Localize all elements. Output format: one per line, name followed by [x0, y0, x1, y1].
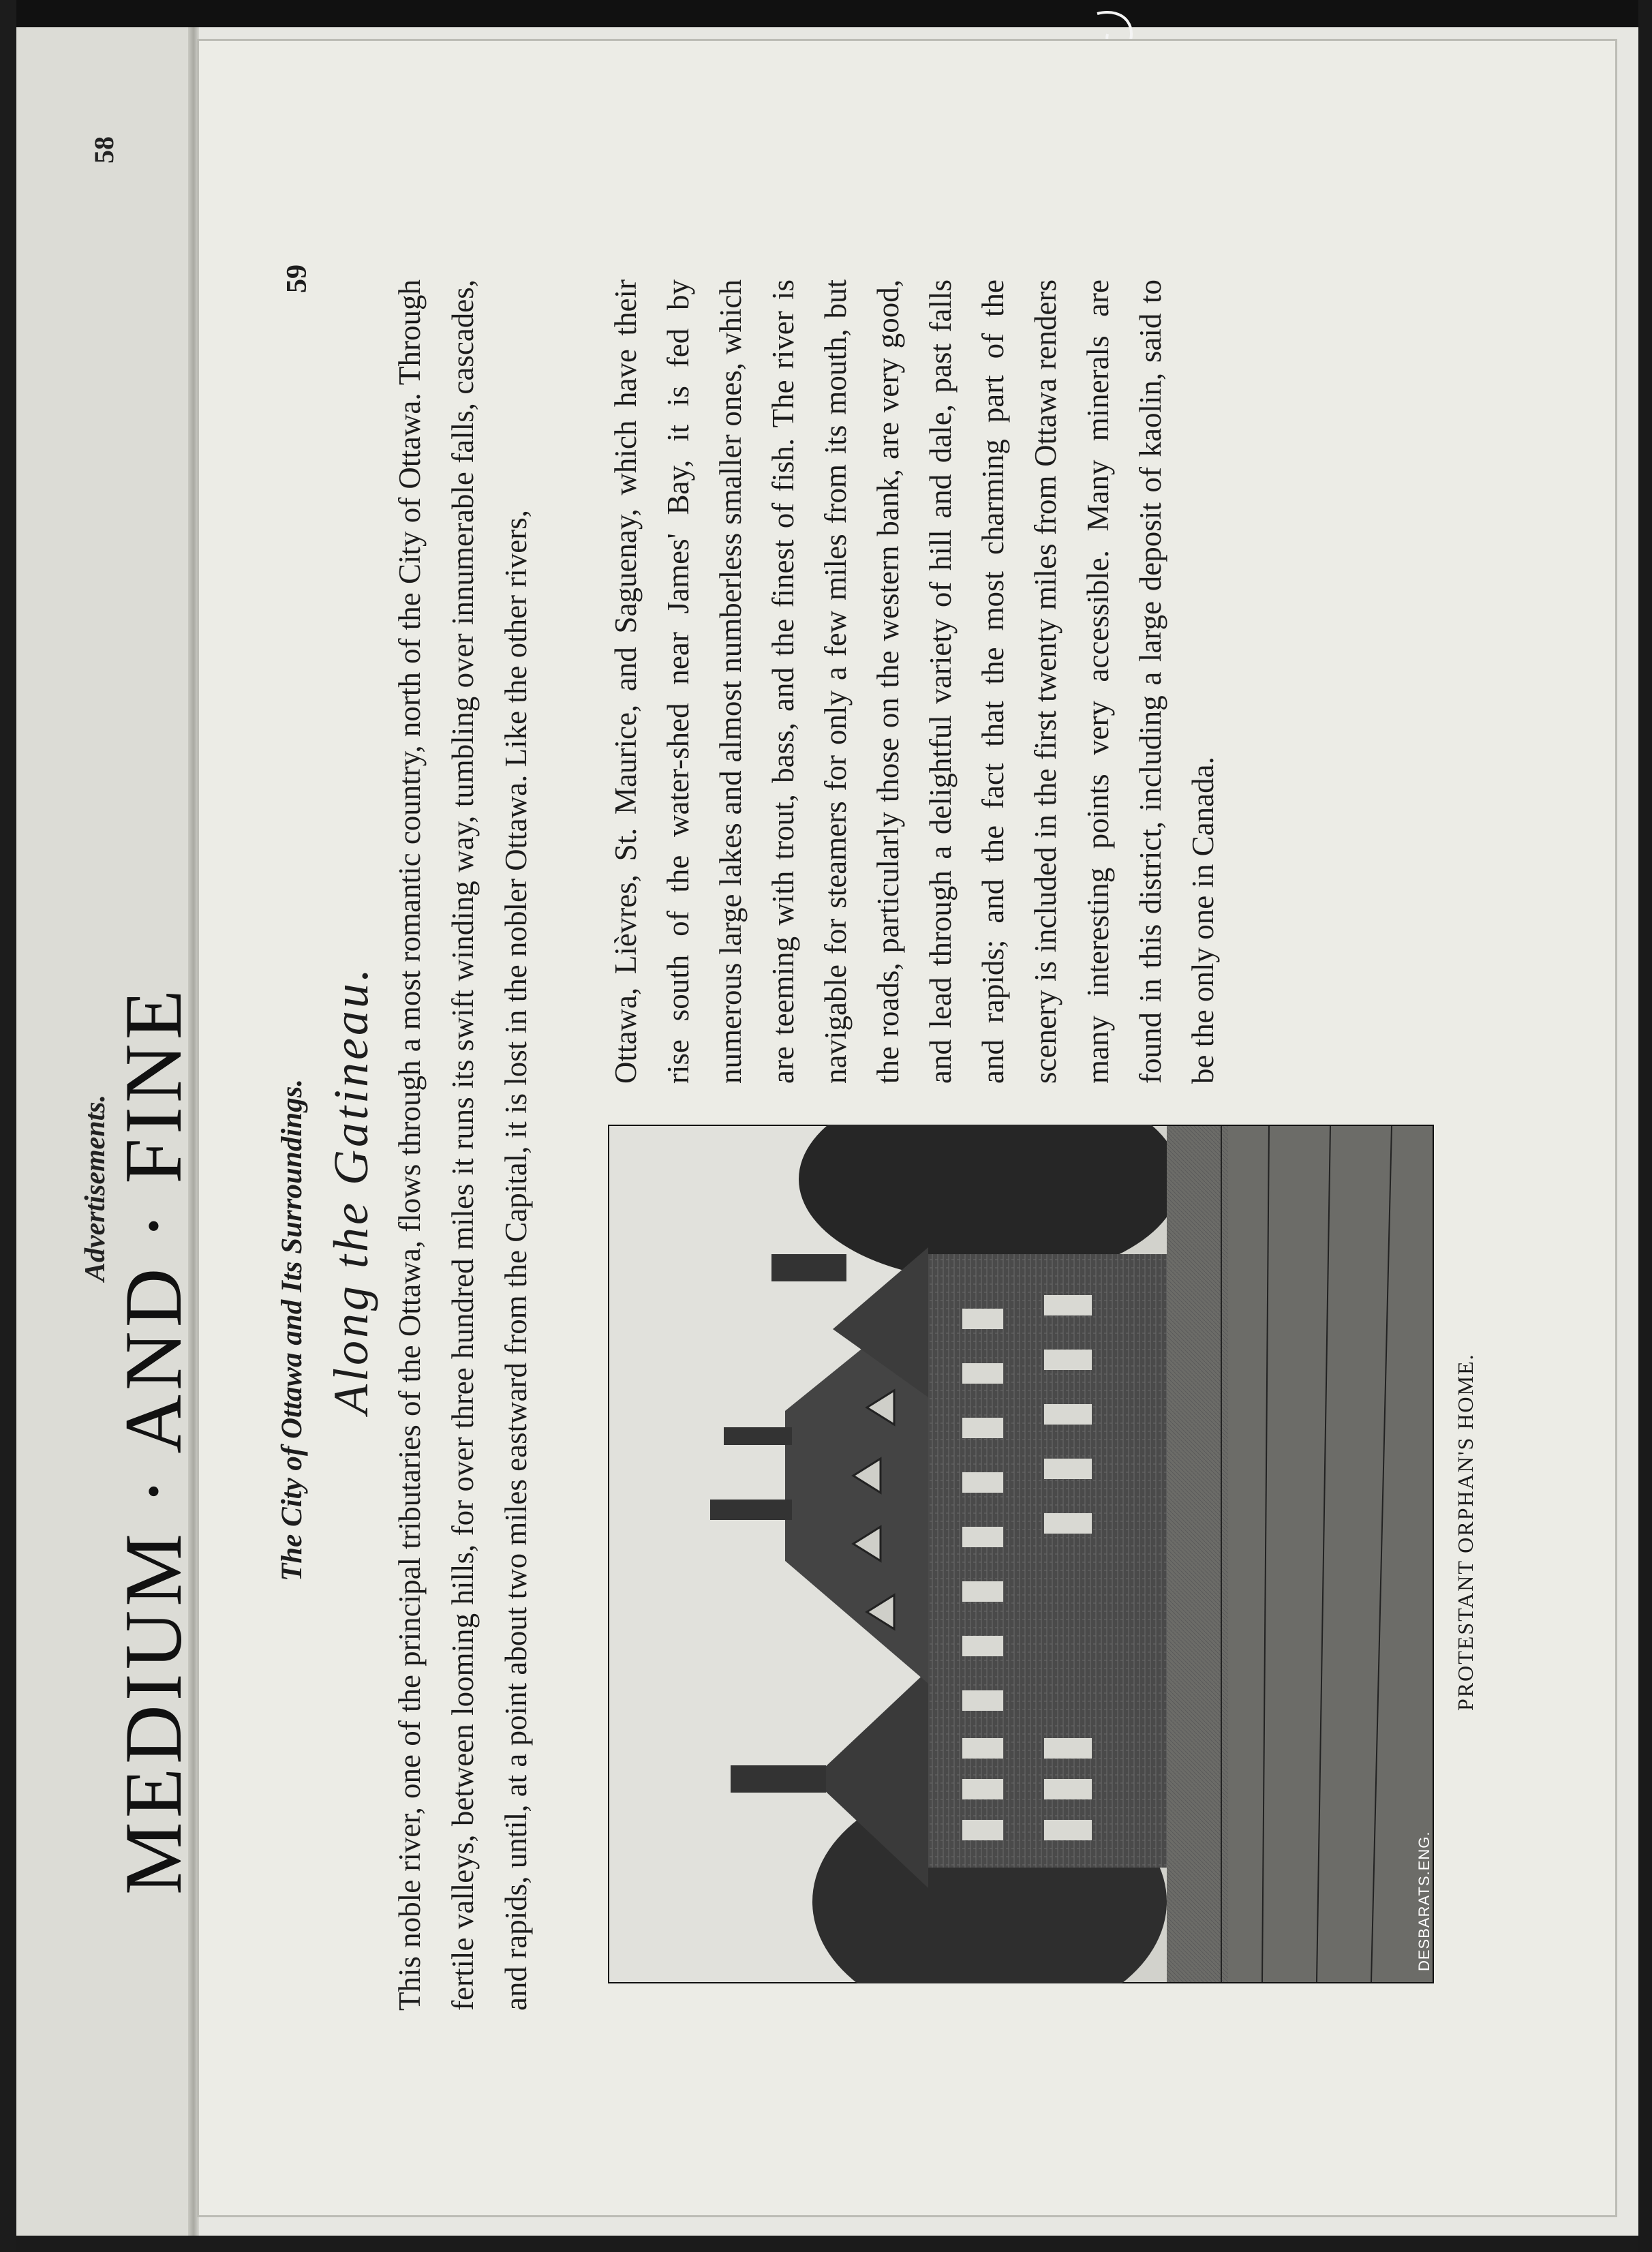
building-engraving [608, 1125, 1434, 1983]
paragraph-intro: This noble river, one of the principal tributaries of the Ottawa, flows through a most romantic country, north of the City of Ottawa. Through fertile valleys, between looming hills, for over three hundred miles it runs its swift winding way, tumbling over innumerable falls, cascades, and rapids, until, at a point about two miles eastward from the Capital, it is lost in the nobler Ottawa. Like the other rivers, [393, 279, 533, 2011]
engraver-credit: DESBARATS.ENG. [1416, 1831, 1433, 1971]
orphan-home-photo [608, 1125, 1434, 1983]
advertisement-page-content [16, 27, 198, 2236]
ad-page-number: 58 [89, 136, 119, 164]
page-number: 59 [281, 264, 313, 293]
section-heading: Along the Gatineau. [324, 966, 378, 1414]
scan-bottom-edge [0, 2236, 1652, 2252]
page-content [199, 41, 1615, 2215]
scan-top-edge [0, 0, 1652, 27]
photo-caption: PROTESTANT ORPHAN'S HOME. [1453, 1353, 1478, 1711]
running-head: The City of Ottawa and Its Surroundings. [276, 1078, 308, 1581]
scan-left-edge [0, 0, 16, 2252]
ad-banner-text: MEDIUM · AND · FINE [108, 986, 198, 1895]
scan-right-edge [1638, 0, 1652, 2252]
paragraph-continued: Ottawa, Lièvres, St. Maurice, and Saguenay, which have their rise south of the water-shed near James' Bay, it is fed by numerous large lakes and almost numberless smaller ones, which are teeming with trout, bass, and the finest of fish. The river is navigable for steamers for only a few miles from its mouth, but the roads, particularly those on the western bank, are very good, and lead through a delightful variety of hill and dale, past falls and rapids; and the fact that the most charming part of the scenery is included in the first twenty miles from Ottawa renders many interesting points very accessible. Many minerals are found in this district, including a large deposit of kaolin, said to be the only one in Canada. [609, 279, 1220, 1084]
ad-running-head: Advertisements. [80, 1094, 111, 1281]
